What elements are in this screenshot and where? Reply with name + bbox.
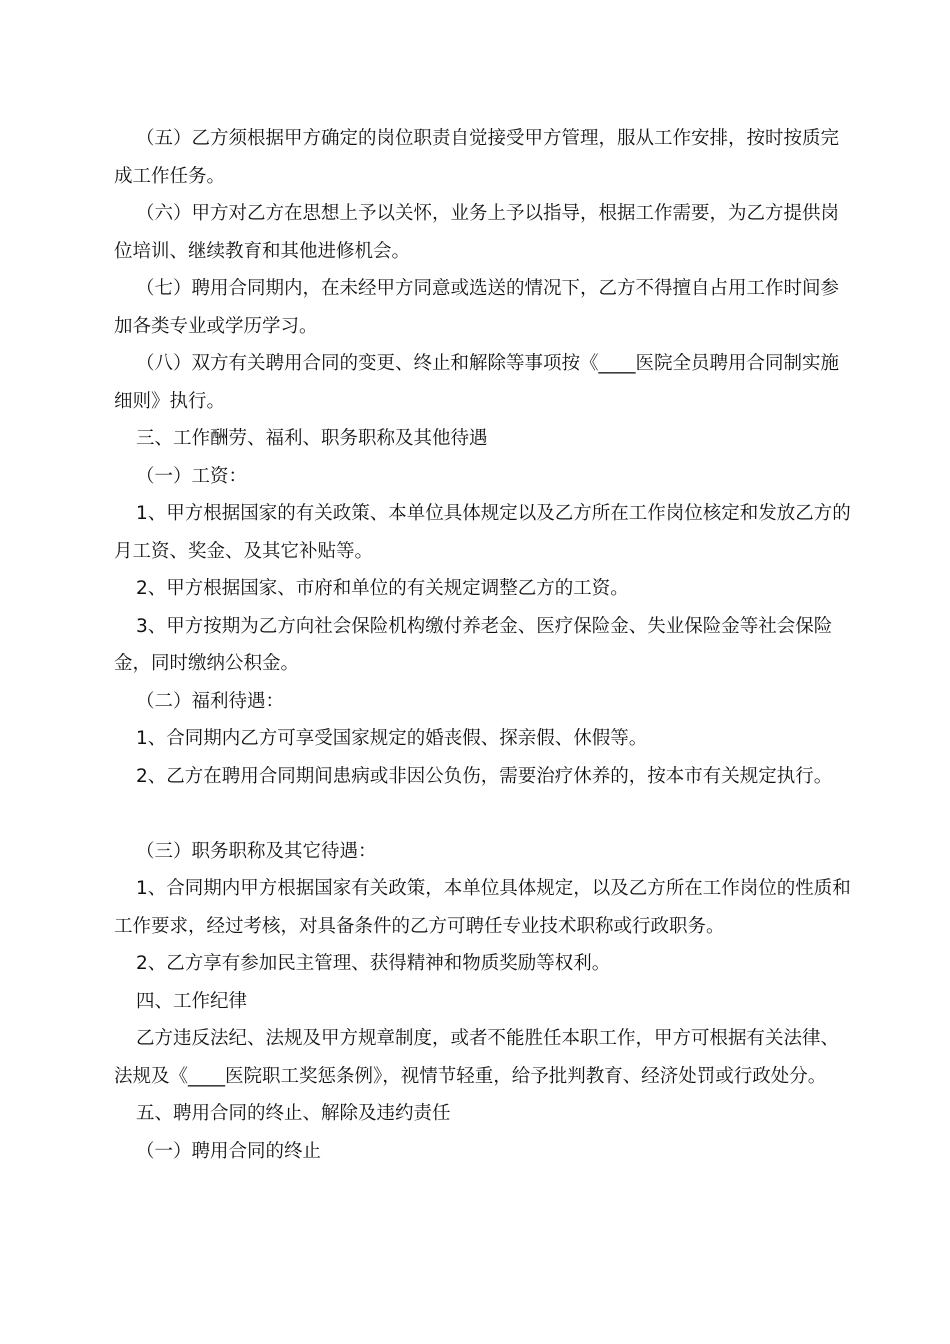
- subsection-title-heading: （三）职务职称及其它待遇：: [136, 840, 377, 862]
- subsection-welfare-heading: （二）福利待遇：: [136, 690, 285, 712]
- clause-6: （六）甲方对乙方在思想上予以关怀，业务上予以指导，根据工作需要，为乙方提供岗位培训、继续教育和其他进修机会。: [114, 203, 840, 262]
- section-3-heading: 三、工作酬劳、福利、职务职称及其他待遇: [136, 428, 488, 449]
- subsection-wages-heading: （一）工资：: [136, 465, 248, 487]
- wages-item-1: 1、甲方根据国家的有关政策、本单位具体规定以及乙方所在工作岗位核定和发放乙方的月工资、奖金、及其它补贴等。: [114, 503, 851, 562]
- subsection-termination-heading: （一）聘用合同的终止: [136, 1140, 322, 1162]
- section-5-heading: 五、聘用合同的终止、解除及违约责任: [136, 1103, 451, 1124]
- clause-5: （五）乙方须根据甲方确定的岗位职责自觉接受甲方管理，服从工作安排，按时按质完成工作任务。: [114, 128, 840, 187]
- document-body: [114, 120, 854, 1170]
- discipline-paragraph: 乙方违反法纪、法规及甲方规章制度，或者不能胜任本职工作，甲方可根据有关法律、法规及《____医院职工奖惩条例》，视情节轻重，给予批判教育、经济处罚或行政处分。: [114, 1028, 840, 1087]
- wages-item-2: 2、甲方根据国家、市府和单位的有关规定调整乙方的工资。: [136, 578, 629, 599]
- welfare-item-2: 2、乙方在聘用合同期间患病或非因公负伤，需要治疗休养的，按本市有关规定执行。: [136, 765, 833, 787]
- section-4-heading: 四、工作纪律: [136, 990, 248, 1012]
- blank-line: [114, 795, 854, 833]
- title-item-2: 2、乙方享有参加民主管理、获得精神和物质奖励等权利。: [136, 953, 611, 974]
- clause-7: （七）聘用合同期内，在未经甲方同意或选送的情况下，乙方不得擅自占用工作时间参加各类专业或学历学习。: [114, 278, 840, 337]
- title-item-1: 1、合同期内甲方根据国家有关政策，本单位具体规定，以及乙方所在工作岗位的性质和工作要求，经过考核，对具备条件的乙方可聘任专业技术职称或行政职务。: [114, 878, 851, 937]
- clause-8: （八）双方有关聘用合同的变更、终止和解除等事项按《____医院全员聘用合同制实施细则》执行。: [114, 353, 840, 412]
- wages-item-3: 3、甲方按期为乙方向社会保险机构缴付养老金、医疗保险金、失业保险金等社会保险金，同时缴纳公积金。: [114, 615, 833, 674]
- welfare-item-1: 1、合同期内乙方可享受国家规定的婚丧假、探亲假、休假等。: [136, 728, 648, 749]
